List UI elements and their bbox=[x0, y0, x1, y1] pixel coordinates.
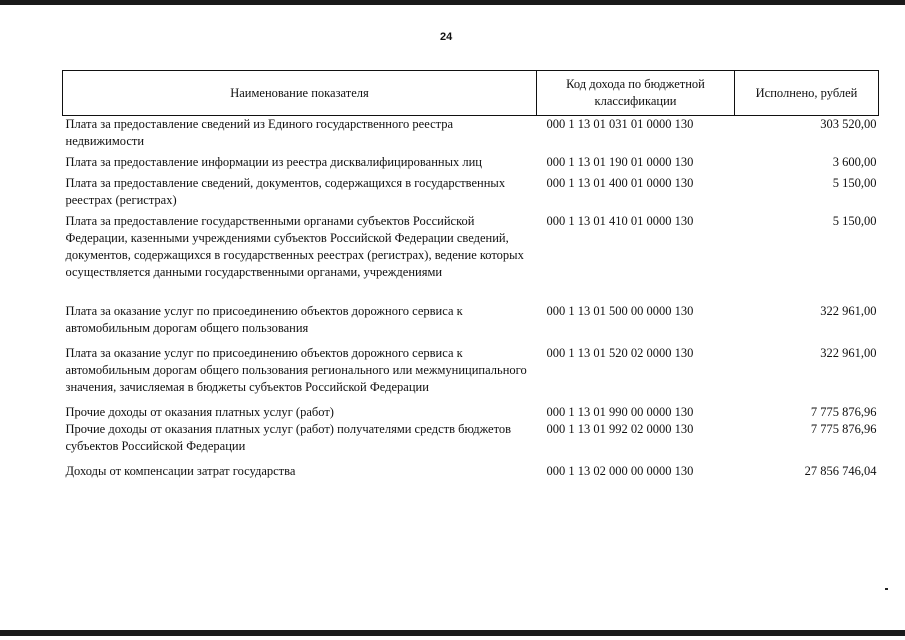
row-code: 000 1 13 01 520 02 0000 130 bbox=[546, 346, 694, 360]
row-name: Плата за предоставление государственными органами субъектов Российской Федерации, казенными учреждениями субъектов Российской Федерации сведений, документов, содержащихся в государственных реестрах (регистрах), ведение которых осуществляется данными государственными органами, учреждениями bbox=[65, 214, 524, 279]
row-code: 000 1 13 01 410 01 0000 130 bbox=[546, 214, 694, 228]
row-name: Доходы от компенсации затрат государства bbox=[65, 464, 296, 478]
row-name: Плата за предоставление сведений, документов, содержащихся в государственных реестрах (регистрах) bbox=[65, 176, 506, 207]
header-income-code: Код дохода по бюджетной классификации bbox=[537, 71, 735, 116]
row-amount: 3 600,00 bbox=[832, 155, 877, 169]
row-code: 000 1 13 01 500 00 0000 130 bbox=[546, 304, 694, 318]
table-row bbox=[63, 404, 879, 421]
row-code: 000 1 13 01 190 01 0000 130 bbox=[546, 155, 694, 169]
row-name: Прочие доходы от оказания платных услуг (работ) bbox=[65, 405, 334, 419]
table-row bbox=[63, 213, 879, 303]
table-row bbox=[63, 175, 879, 213]
scan-dot-mark bbox=[885, 588, 888, 590]
row-amount: 322 961,00 bbox=[820, 304, 877, 318]
row-name: Плата за оказание услуг по присоединению объектов дорожного сервиса к автомобильным дорогам общего пользования bbox=[65, 304, 463, 335]
table-row bbox=[63, 303, 879, 345]
row-name: Плата за предоставление информации из реестра дисквалифицированных лиц bbox=[65, 155, 482, 169]
table-header-row bbox=[63, 71, 879, 116]
table-row bbox=[63, 154, 879, 175]
row-amount: 27 856 746,04 bbox=[804, 464, 877, 478]
row-amount: 5 150,00 bbox=[832, 214, 877, 228]
table-row bbox=[63, 345, 879, 404]
bottom-border-rule bbox=[0, 630, 905, 636]
row-amount: 5 150,00 bbox=[832, 176, 877, 190]
row-code: 000 1 13 01 031 01 0000 130 bbox=[546, 117, 694, 131]
row-name: Прочие доходы от оказания платных услуг (работ) получателями средств бюджетов субъектов Российской Федерации bbox=[65, 422, 512, 453]
row-code: 000 1 13 01 992 02 0000 130 bbox=[546, 422, 694, 436]
row-name: Плата за предоставление сведений из Единого государственного реестра недвижимости bbox=[65, 117, 454, 148]
row-amount: 303 520,00 bbox=[820, 117, 877, 131]
row-name: Плата за оказание услуг по присоединению объектов дорожного сервиса к автомобильным дорогам общего пользования регионального или межмуниципального значения, зачисляемая в бюджеты субъектов Российской Федерации bbox=[65, 346, 527, 394]
table-row bbox=[63, 463, 879, 480]
row-code: 000 1 13 02 000 00 0000 130 bbox=[546, 464, 694, 478]
revenue-table bbox=[62, 70, 879, 480]
row-amount: 322 961,00 bbox=[820, 346, 877, 360]
table-row bbox=[63, 421, 879, 463]
top-border-rule bbox=[0, 0, 905, 5]
page-number: 24 bbox=[440, 31, 453, 43]
header-executed-amount: Исполнено, рублей bbox=[735, 71, 879, 116]
table-row bbox=[63, 116, 879, 155]
row-amount: 7 775 876,96 bbox=[810, 422, 877, 436]
row-code: 000 1 13 01 400 01 0000 130 bbox=[546, 176, 694, 190]
header-indicator-name: Наименование показателя bbox=[63, 71, 537, 116]
row-amount: 7 775 876,96 bbox=[810, 405, 877, 419]
row-code: 000 1 13 01 990 00 0000 130 bbox=[546, 405, 694, 419]
